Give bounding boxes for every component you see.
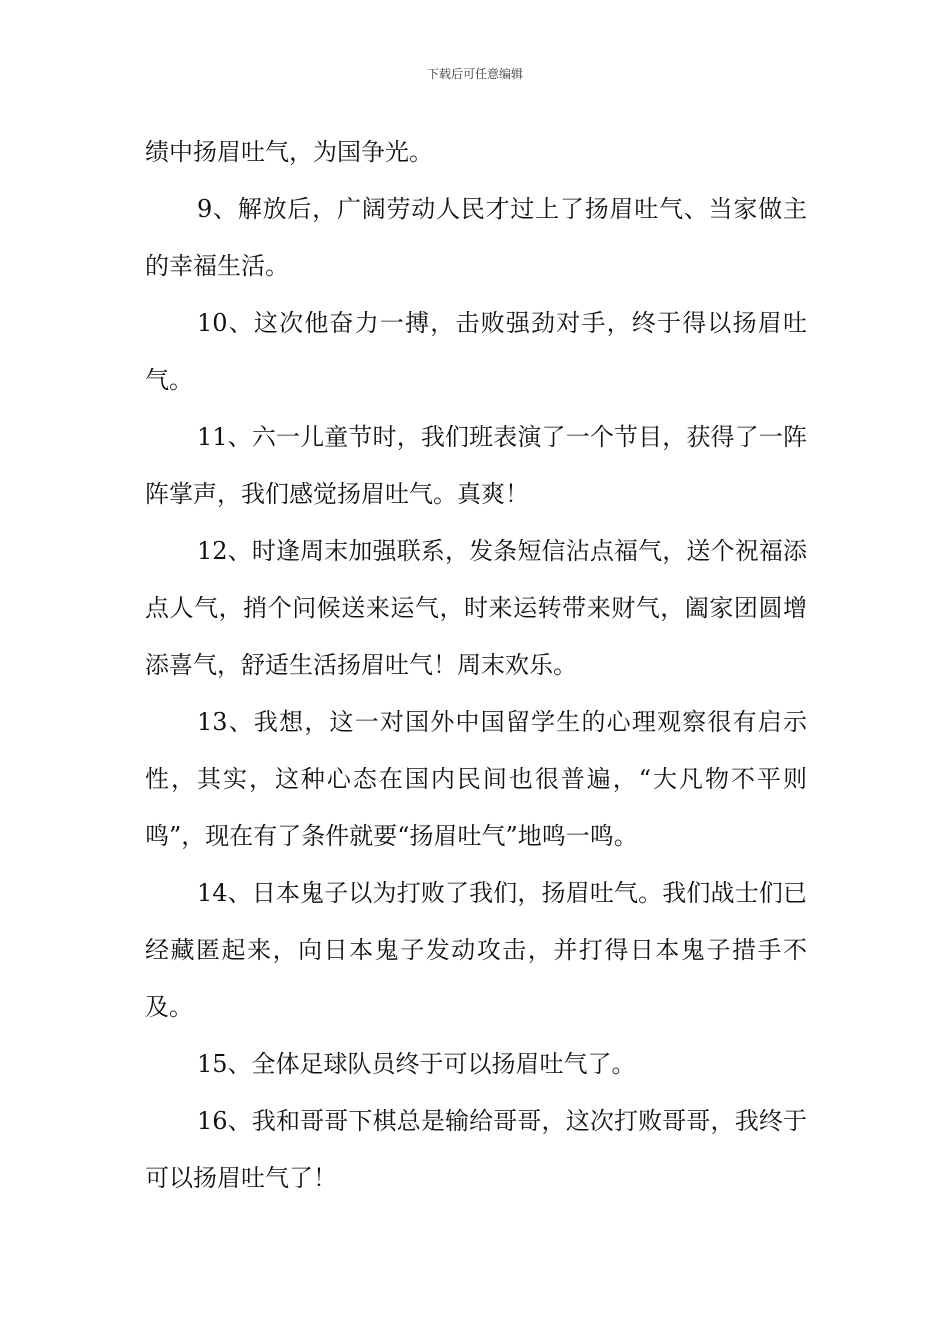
paragraph-item-10: 10、这次他奋力一搏，击败强劲对手，终于得以扬眉吐气。: [145, 309, 807, 394]
document-body: [145, 124, 807, 1207]
paragraph-item-9: 9、解放后，广阔劳动人民才过上了扬眉吐气、当家做主的幸福生活。: [145, 195, 807, 280]
paragraph-continuation: 绩中扬眉吐气，为国争光。: [145, 138, 433, 166]
paragraph-item-12: 12、时逢周末加强联系，发条短信沾点福气，送个祝福添点人气，捎个问候送来运气，时来运转带来财气，阖家团圆增添喜气，舒适生活扬眉吐气！周末欢乐。: [145, 537, 807, 679]
paragraph-item-13: 13、我想，这一对国外中国留学生的心理观察很有启示性，其实，这种心态在国内民间也很普遍，“大凡物不平则鸣”，现在有了条件就要“扬眉吐气”地鸣一鸣。: [145, 708, 807, 850]
paragraph-item-14: 14、日本鬼子以为打败了我们，扬眉吐气。我们战士们已经藏匿起来，向日本鬼子发动攻击，并打得日本鬼子措手不及。: [145, 879, 807, 1021]
paragraph-item-16: 16、我和哥哥下棋总是输给哥哥，这次打败哥哥，我终于可以扬眉吐气了！: [145, 1107, 807, 1192]
paragraph-item-11: 11、六一儿童节时，我们班表演了一个节目，获得了一阵阵掌声，我们感觉扬眉吐气。真爽！: [145, 423, 807, 508]
paragraph-item-15: 15、全体足球队员终于可以扬眉吐气了。: [197, 1050, 636, 1078]
page-header: 下载后可任意编辑: [426, 67, 523, 81]
